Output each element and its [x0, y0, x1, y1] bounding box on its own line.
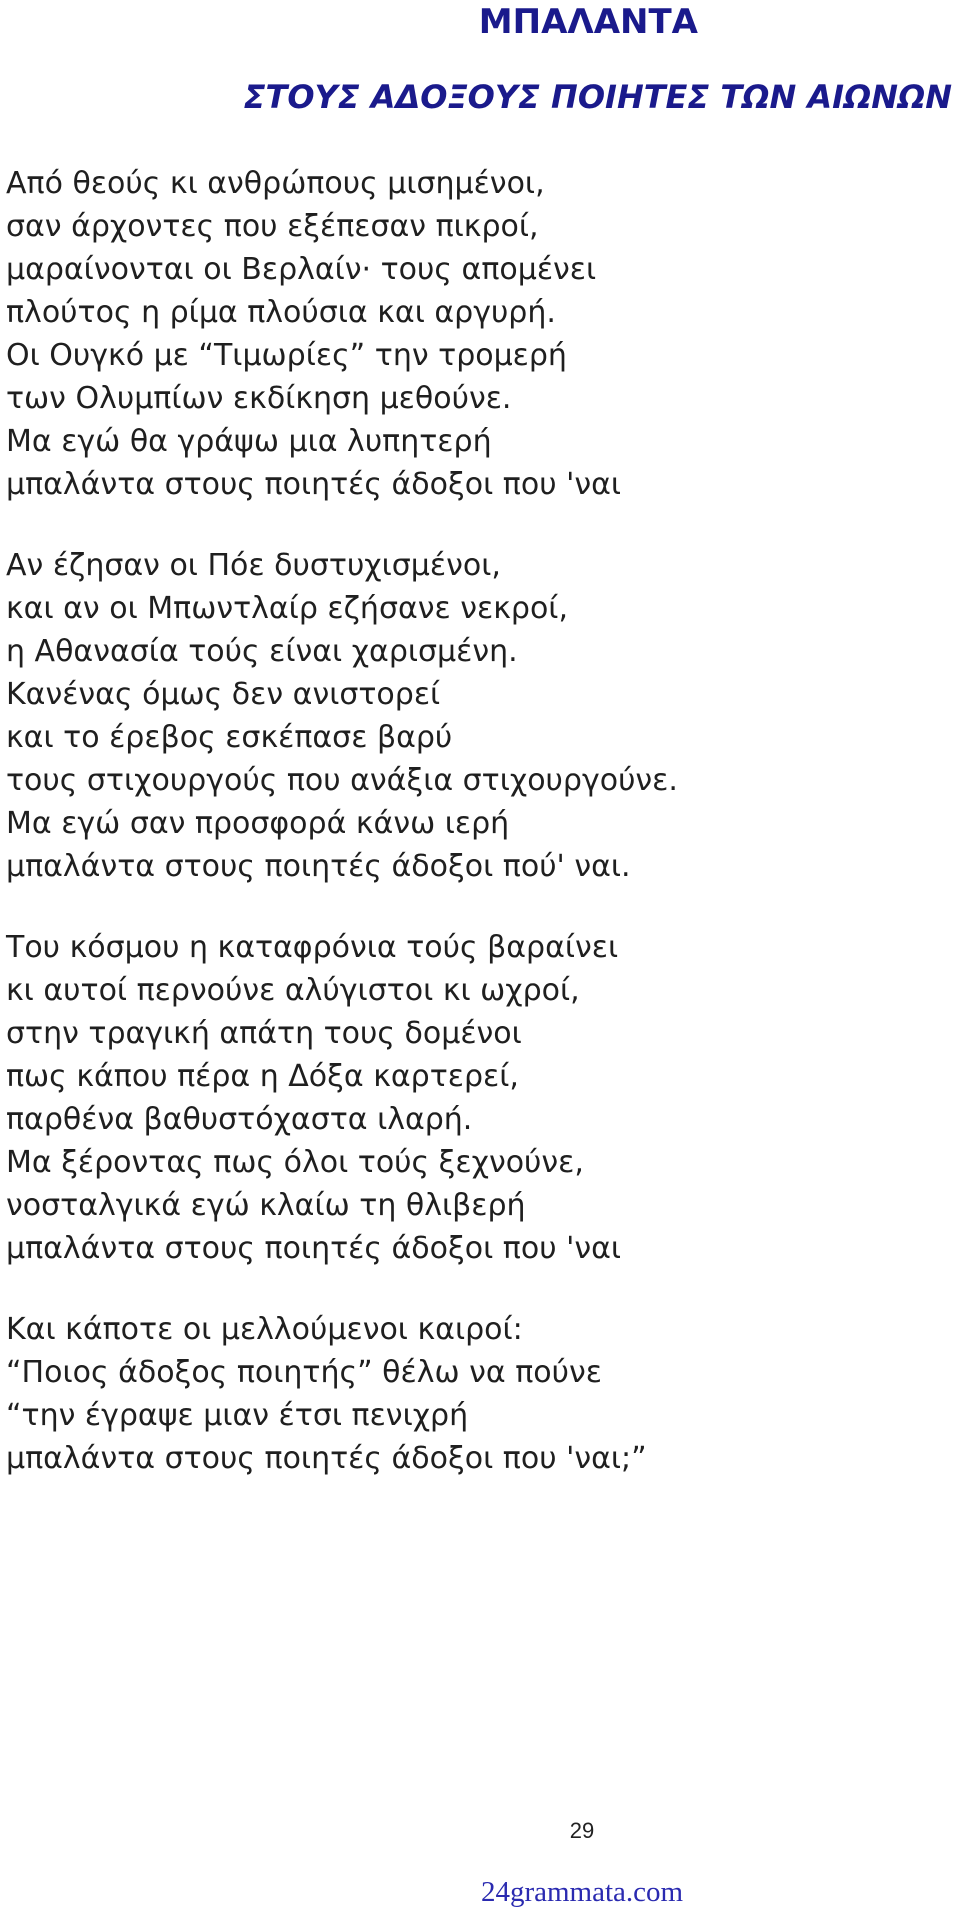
site-link[interactable]: 24grammata.com: [480, 1876, 684, 1908]
poem-line: “Ποιος άδοξος ποιητής” θέλω να πούνε: [6, 1355, 602, 1390]
poem-line: Μα εγώ σαν προσφορά κάνω ιερή: [6, 806, 510, 841]
poem-line: μαραίνονται οι Βερλαίν· τους απομένει: [6, 252, 597, 287]
poem-line: στην τραγική απάτη τους δομένοι: [6, 1016, 522, 1051]
poem-line: “την έγραψε μιαν έτσι πενιχρή: [6, 1398, 469, 1433]
stanza-3: [6, 926, 956, 1270]
poem-body: [6, 162, 956, 1480]
poem-line: πλούτος η ρίμα πλούσια και αργυρή.: [6, 295, 556, 330]
page-number: 29: [569, 1818, 595, 1843]
poem-line: μπαλάντα στους ποιητές άδοξοι πού' ναι.: [6, 849, 631, 884]
poem-title: ΜΠΑΛΑΝΤΑ: [478, 2, 698, 42]
poem-line: κι αυτοί περνούνε αλύγιστοι κι ωχροί,: [6, 973, 580, 1008]
poem-line: μπαλάντα στους ποιητές άδοξοι που 'ναι: [6, 1231, 622, 1266]
stanza-1: [6, 162, 956, 506]
poem-line: Μα ξέροντας πως όλοι τούς ξεχνούνε,: [6, 1145, 584, 1180]
poem-line: Και κάποτε οι μελλούμενοι καιροί:: [6, 1312, 523, 1347]
poem-line: νοσταλγικά εγώ κλαίω τη θλιβερή: [6, 1188, 526, 1223]
poem-line: των Ολυμπίων εκδίκηση μεθούνε.: [6, 381, 512, 416]
poem-line: μπαλάντα στους ποιητές άδοξοι που 'ναι;”: [6, 1441, 647, 1476]
poem-line: σαν άρχοντες που εξέπεσαν πικροί,: [6, 209, 539, 244]
poem-line: μπαλάντα στους ποιητές άδοξοι που 'ναι: [6, 467, 622, 502]
poem-line: Μα εγώ θα γράψω μια λυπητερή: [6, 424, 492, 459]
poem-line: παρθένα βαθυστόχαστα ιλαρή.: [6, 1102, 473, 1137]
stanza-2: [6, 544, 956, 888]
poem-line: και το έρεβος εσκέπασε βαρύ: [6, 720, 453, 755]
stanza-4: [6, 1308, 956, 1480]
poem-dedication: ΣΤΟΥΣ ΑΔΟΞΟΥΣ ΠΟΙΗΤΕΣ ΤΩΝ ΑΙΩΝΩΝ: [243, 78, 952, 116]
poem-line: Οι Ουγκό με “Τιμωρίες” την τρομερή: [6, 338, 567, 373]
poem-line: Κανένας όμως δεν ανιστορεί: [6, 677, 441, 712]
poem-line: Αν έζησαν οι Πόε δυστυχισμένοι,: [6, 548, 501, 583]
poem-line: η Αθανασία τούς είναι χαρισμένη.: [6, 634, 518, 669]
poem-line: Από θεούς κι ανθρώπους μισημένοι,: [6, 166, 545, 201]
poem-line: τους στιχουργούς που ανάξια στιχουργούνε.: [6, 763, 678, 798]
poem-line: και αν οι Μπωντλαίρ εζήσανε νεκροί,: [6, 591, 568, 626]
poem-line: Του κόσμου η καταφρόνια τούς βαραίνει: [6, 930, 619, 965]
poem-line: πως κάπου πέρα η Δόξα καρτερεί,: [6, 1059, 519, 1094]
